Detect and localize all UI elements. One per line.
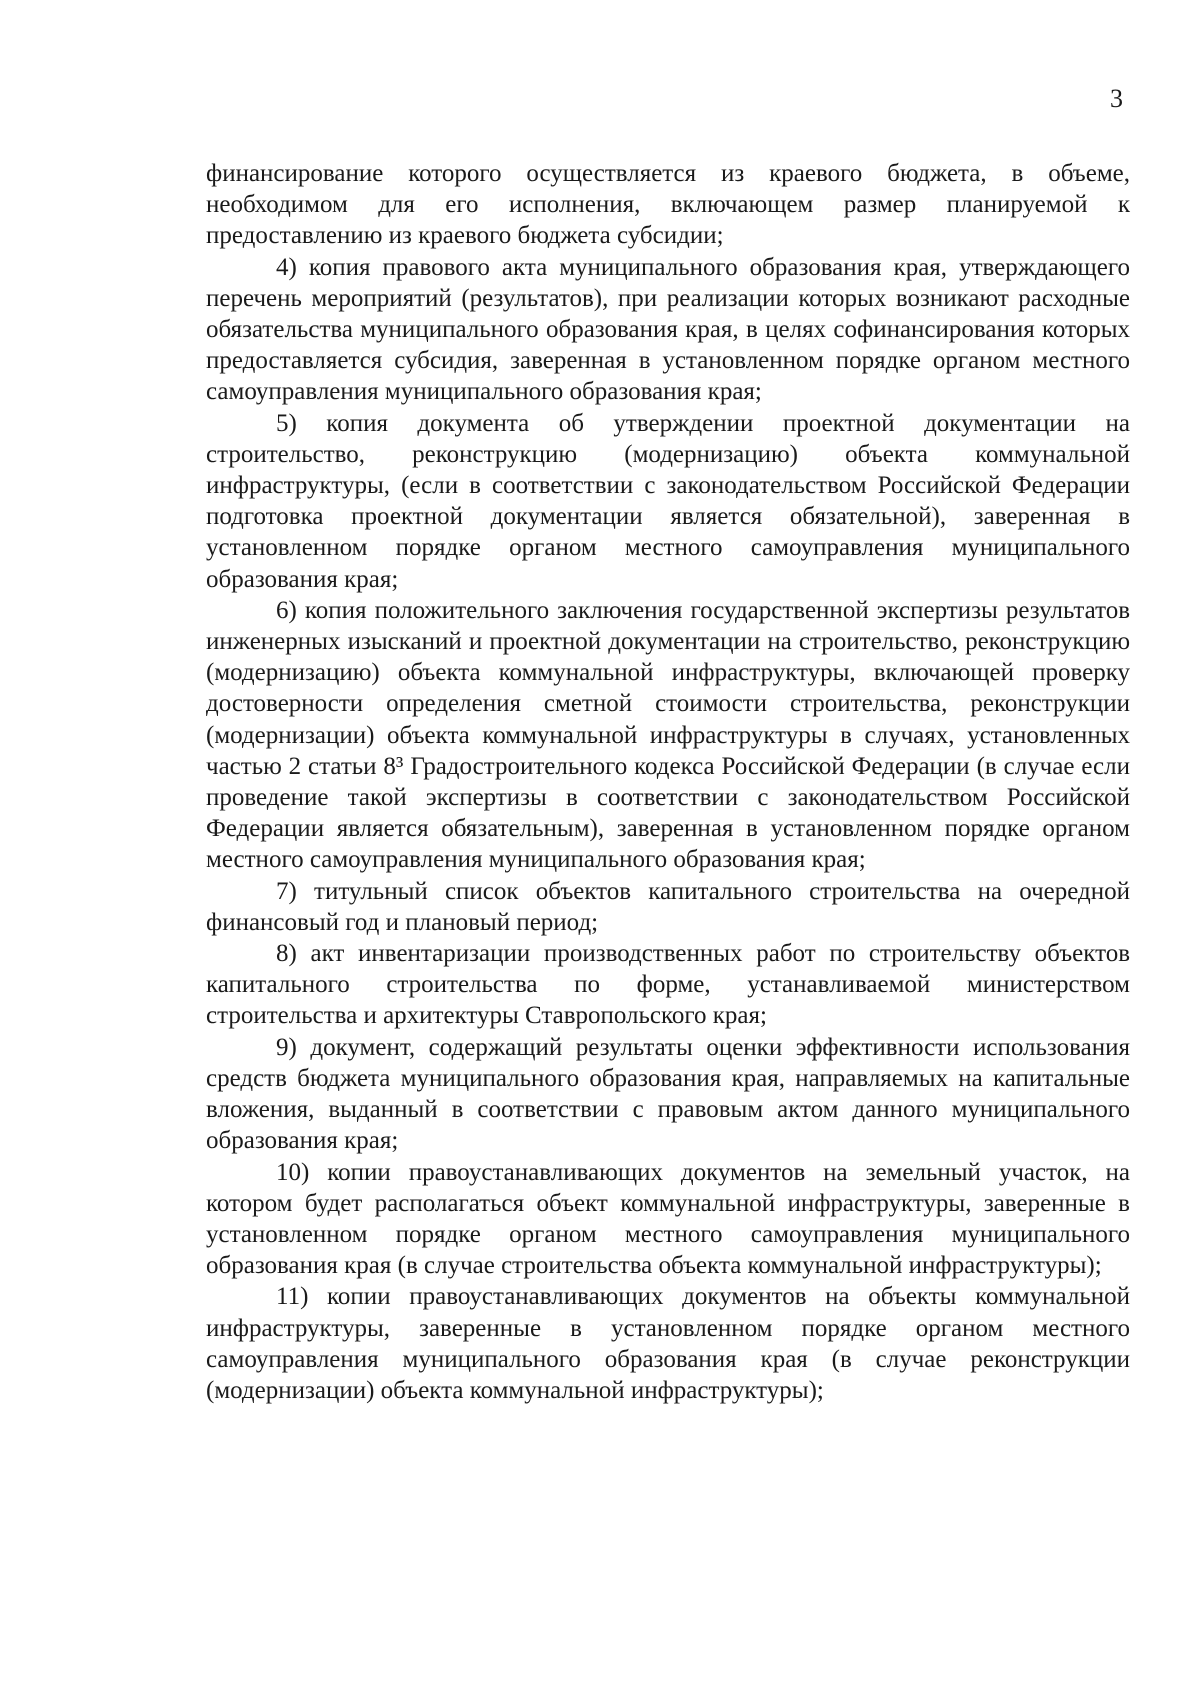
list-item-10: 10) копии правоустанавливающих документов на земельный участок, на котором будет располагаться объект коммунальной инфраструктуры, заверенные в установленном порядке органом местного самоуправления муниципального образования края (в случае строительства объекта коммунальной инфраструктуры); [206, 1158, 1130, 1280]
list-item-8: 8) акт инвентаризации производственных работ по строительству объектов капитального строительства по форме, устанавливаемой министерством строительства и архитектуры Ставропольского края; [206, 940, 1130, 1030]
paragraph-continuation: финансирование которого осуществляется из краевого бюджета, в объеме, необходимом для его исполнения, включающем размер планируемой к предоставлению из краевого бюджета субсидии; [206, 160, 1130, 250]
list-item-7: 7) титульный список объектов капитального строительства на очередной финансовый год и плановый период; [206, 877, 1130, 936]
list-item-11: 11) копии правоустанавливающих документов на объекты коммунальной инфраструктуры, заверенные в установленном порядке органом местного самоуправления муниципального образования края (в случае реконструкции (модернизации) объекта коммунальной инфраструктуры); [206, 1283, 1130, 1404]
list-item-5: 5) копия документа об утверждении проектной документации на строительство, реконструкцию (модернизацию) объекта коммунальной инфраструктуры, (если в соответствии с законодательством Российской Федерации подготовка проектной документации является обязательной), заверенная в установленном порядке органом местного самоуправления муниципального образования края; [206, 409, 1130, 593]
page-number: 3 [1110, 84, 1123, 113]
list-item-6: 6) копия положительного заключения государственной экспертизы результатов инженерных изысканий и проектной документации на строительство, реконструкцию (модернизацию) объекта коммунальной инфраструктуры, включающей проверку достоверности определения сметной стоимости строительства, реконструкции (модернизации) объекта коммунальной инфраструктуры в случаях, установленных частью 2 статьи 8³ Градостроительного кодекса Российской Федерации (в случае если проведение такой экспертизы в соответствии с законодательством Российской Федерации является обязательным), заверенная в установленном порядке органом местного самоуправления муниципального образования края; [206, 596, 1130, 874]
list-item-9: 9) документ, содержащий результаты оценки эффективности использования средств бюджета муниципального образования края, направляемых на капитальные вложения, выданный в соответствии с правовым актом данного муниципального образования края; [206, 1033, 1130, 1155]
document-body [206, 158, 1130, 1406]
list-item-4: 4) копия правового акта муниципального образования края, утверждающего перечень мероприятий (результатов), при реализации которых возникают расходные обязательства муниципального образования края, в целях софинансирования которых предоставляется субсидия, заверенная в установленном порядке органом местного самоуправления муниципального образования края; [206, 253, 1130, 406]
